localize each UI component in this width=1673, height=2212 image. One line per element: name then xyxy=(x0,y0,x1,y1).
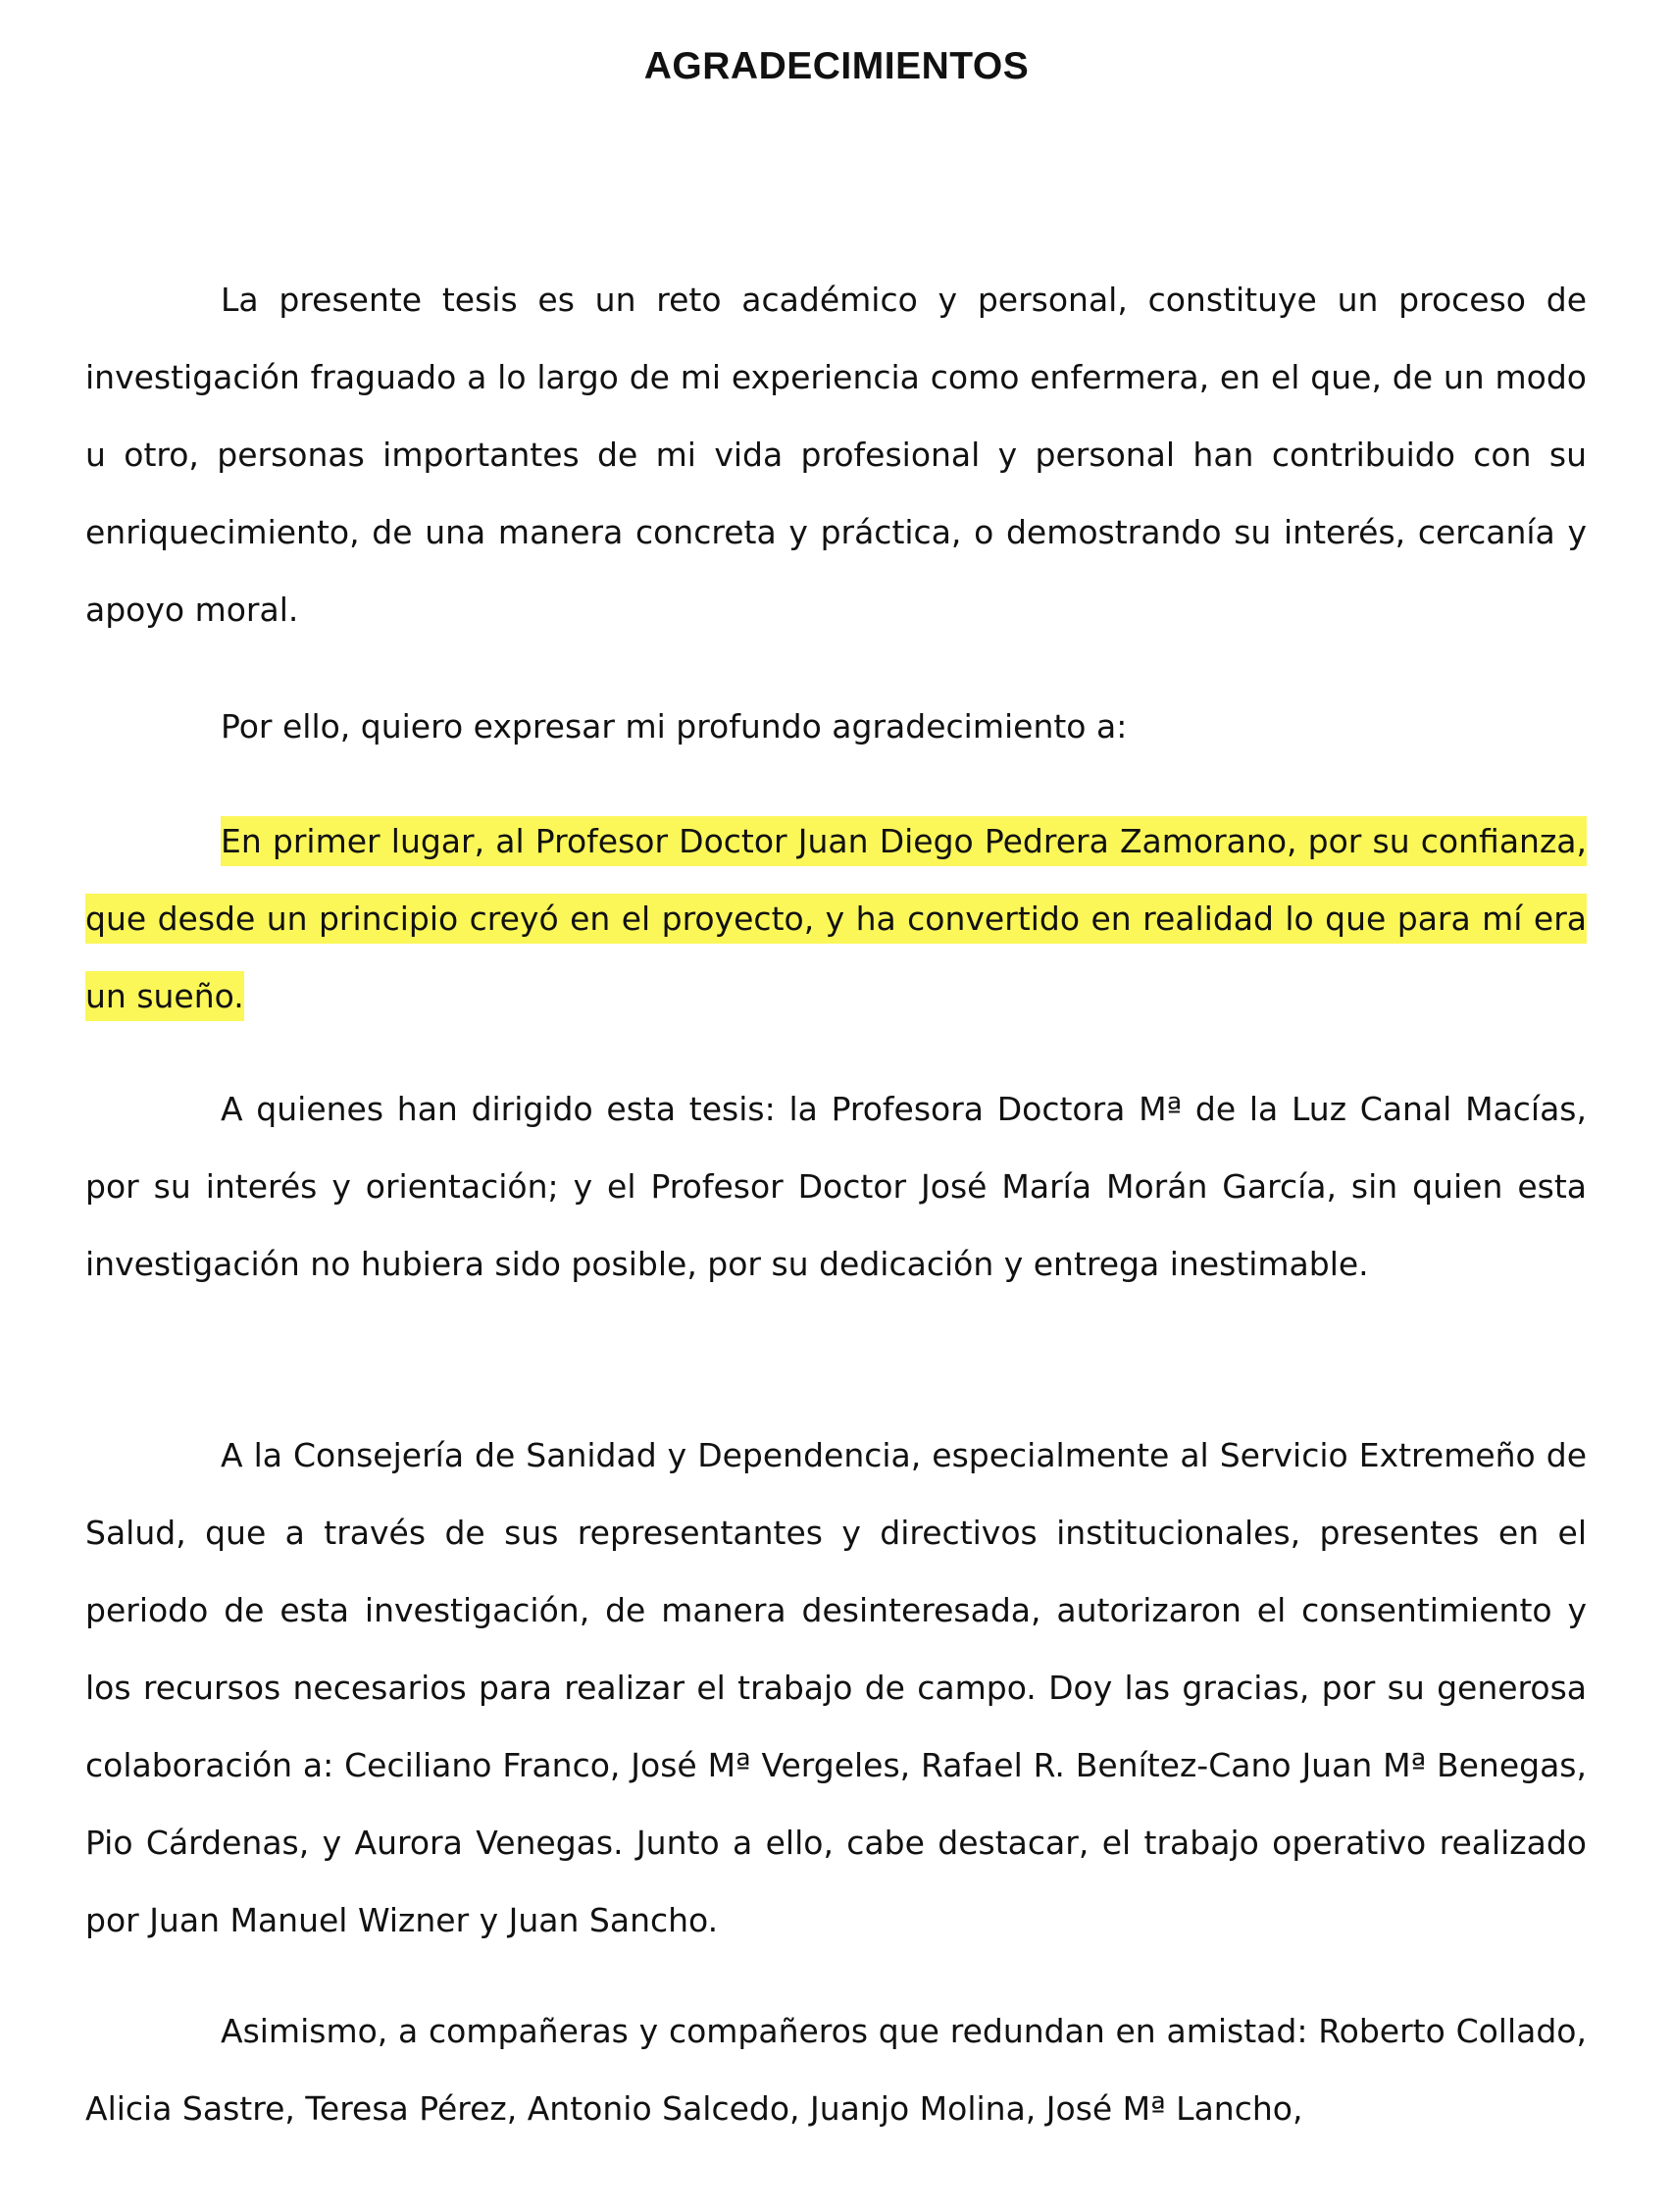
page-title: AGRADECIMIENTOS xyxy=(643,45,1030,87)
paragraph-intro-text: La presente tesis es un reto académico y personal, constituye un proceso de investigación fraguado a lo largo de mi experiencia como enfermera, en el que, de un modo u otro, personas importantes de mi vida profesional y personal han contribuido con su enriquecimiento, de una manera concreta y práctica, o demostrando su interés, cercanía y apoyo moral. xyxy=(85,281,1587,629)
paragraph-institution xyxy=(85,1416,1587,1959)
paragraph-gratitude-lead xyxy=(85,688,1587,765)
paragraph-institution-text: A la Consejería de Sanidad y Dependencia, especialmente al Servicio Extremeño de Salud, que a través de sus representantes y directivos institucionales, presentes en el periodo de esta investigación, de manera desinteresada, autorizaron el consentimiento y los recursos necesarios para realizar el trabajo de campo. Doy las gracias, por su generosa colaboración a: Ceciliano Franco, José Mª Vergeles, Rafael R. Benítez-Cano Juan Mª Benegas, Pio Cárdenas, y Aurora Venegas. Junto a ello, cabe destacar, el trabajo operativo realizado por Juan Manuel Wizner y Juan Sancho. xyxy=(85,1436,1587,1939)
paragraph-thesis-directors-text: A quienes han dirigido esta tesis: la Profesora Doctora Mª de la Luz Canal Macías, por su interés y orientación; y el Profesor Doctor José María Morán García, sin quien esta investigación no hubiera sido posible, por su dedicación y entrega inestimable. xyxy=(85,1090,1587,1283)
highlighted-text: En primer lugar, al Profesor Doctor Juan Diego Pedrera Zamorano, por su confianza, que desde un principio creyó en el proyecto, y ha convertido en realidad lo que para mí era un sueño. xyxy=(85,816,1587,1021)
paragraph-thesis-directors xyxy=(85,1070,1587,1303)
paragraph-colleagues xyxy=(85,1992,1587,2147)
paragraph-colleagues-text: Asimismo, a compañeras y compañeros que redundan en amistad: Roberto Collado, Alicia Sastre, Teresa Pérez, Antonio Salcedo, Juanjo Molina, José Mª Lancho, xyxy=(85,2012,1587,2128)
paragraph-highlighted-director xyxy=(85,802,1587,1035)
paragraph-intro xyxy=(85,261,1587,648)
paragraph-gratitude-lead-text: Por ello, quiero expresar mi profundo agradecimiento a: xyxy=(221,707,1128,746)
